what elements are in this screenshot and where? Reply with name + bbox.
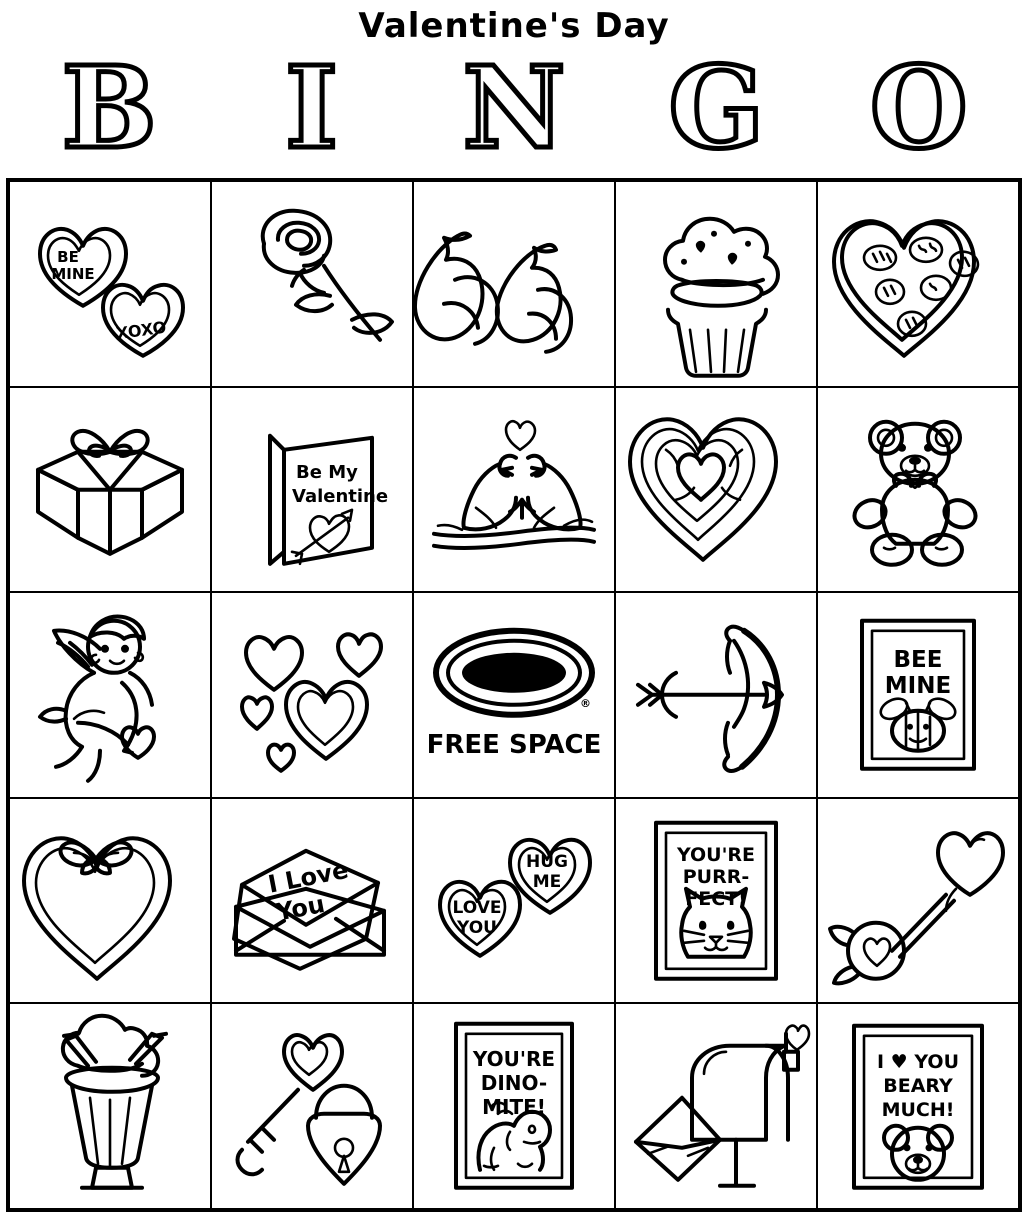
bingo-cell-doily-heart[interactable] <box>615 387 817 593</box>
page-title: Valentine's Day <box>358 6 670 46</box>
candy-heart-text-3: LOVE <box>452 897 502 918</box>
bingo-cell-hearts-cluster[interactable] <box>211 592 413 798</box>
strawberries-icon <box>414 182 614 386</box>
greeting-card-icon <box>212 388 412 592</box>
bingo-cell-love-birds[interactable] <box>413 387 615 593</box>
bingo-cell-key-and-lock[interactable] <box>211 1003 413 1209</box>
bingo-cell-love-letter[interactable] <box>211 798 413 1004</box>
hearts-icon <box>212 593 412 797</box>
teddy-bear-icon <box>818 388 1018 592</box>
doily-heart-icon <box>616 388 816 592</box>
stamp-text-line2: DINO- <box>480 1071 548 1096</box>
bingo-cell-teddy-bear[interactable] <box>817 387 1019 593</box>
bingo-cell-purrfect-stamp[interactable] <box>615 798 817 1004</box>
bingo-grid <box>6 178 1022 1212</box>
candy-heart-text-2: ME <box>532 871 562 892</box>
bingo-cell-candy-hearts-be-mine[interactable] <box>9 181 211 387</box>
free-space-label: FREE SPACE <box>426 729 602 760</box>
bingo-cell-beary-much-stamp[interactable] <box>817 1003 1019 1209</box>
stamp-text-line1: YOU'RE <box>676 843 756 866</box>
bingo-cell-chocolate-strawberries[interactable] <box>413 181 615 387</box>
dinosaur-stamp-icon <box>414 1004 614 1208</box>
bingo-letter-b: B <box>61 43 157 174</box>
bow-arrow-icon <box>616 593 816 797</box>
cupcake-icon <box>616 182 816 386</box>
milkshake-icon <box>10 1004 210 1208</box>
envelope-letter-icon <box>212 799 412 1003</box>
cupid-icon <box>10 593 210 797</box>
heart-box-bow-icon <box>10 799 210 1003</box>
bingo-cell-cupid[interactable] <box>9 592 211 798</box>
bingo-cell-dino-mite-stamp[interactable] <box>413 1003 615 1209</box>
letter-text-line1: I Love <box>265 855 351 899</box>
crayola-logo-icon <box>414 593 614 797</box>
chocolate-box-icon <box>818 182 1018 386</box>
stamp-text-line2: PURR- <box>682 865 750 888</box>
bingo-cell-gift-box[interactable] <box>9 387 211 593</box>
bingo-cell-free-space[interactable] <box>413 592 615 798</box>
candy-heart-text-1: BE <box>57 247 79 266</box>
stamp-text-line3: MITE! <box>482 1095 546 1120</box>
bingo-letter-g: G <box>668 43 765 174</box>
lollipop-icon <box>818 799 1018 1003</box>
bingo-cell-valentine-card[interactable] <box>211 387 413 593</box>
bingo-cell-bow-and-arrow[interactable] <box>615 592 817 798</box>
bingo-letter-n: N <box>462 43 566 174</box>
stamp-text-line1: YOU'RE <box>472 1047 556 1072</box>
candy-heart-text-3: XOXO <box>115 317 168 344</box>
bingo-cell-mailbox[interactable] <box>615 1003 817 1209</box>
bingo-cell-heart-lollipop[interactable] <box>817 798 1019 1004</box>
candy-heart-text-2: MINE <box>51 264 95 283</box>
stamp-text-line1: BEE <box>893 646 943 673</box>
bear-stamp-icon <box>818 1004 1018 1208</box>
stamp-text-line3: FECT! <box>685 887 747 910</box>
bingo-cell-cupcake[interactable] <box>615 181 817 387</box>
candy-hearts-icon <box>414 799 614 1003</box>
love-birds-icon <box>414 388 614 592</box>
bingo-header <box>0 43 1028 174</box>
cat-stamp-icon <box>616 799 816 1003</box>
bingo-cell-heart-box-with-bow[interactable] <box>9 798 211 1004</box>
key-lock-icon <box>212 1004 412 1208</box>
letter-text-line2: You <box>273 889 327 927</box>
candy-hearts-icon <box>10 182 210 386</box>
registered-mark: ® <box>580 696 591 710</box>
crayola-wordmark: Crayola <box>465 660 563 687</box>
bingo-letter-o: O <box>870 43 968 174</box>
candy-heart-text-1: HUG <box>526 851 568 872</box>
bingo-letter-i: I <box>285 43 338 174</box>
mailbox-icon <box>616 1004 816 1208</box>
gift-box-icon <box>10 388 210 592</box>
stamp-text-line2: BEARY <box>883 1075 953 1098</box>
stamp-text-line3: MUCH! <box>881 1099 955 1122</box>
bingo-cell-candy-hearts-hug-me[interactable] <box>413 798 615 1004</box>
stamp-text-line1: I ♥ YOU <box>877 1051 959 1074</box>
bingo-cell-rose[interactable] <box>211 181 413 387</box>
bingo-cell-milkshake[interactable] <box>9 1003 211 1209</box>
bingo-cell-bee-mine-stamp[interactable] <box>817 592 1019 798</box>
card-text-line2: Valentine <box>292 485 389 507</box>
card-text-line1: Be My <box>296 461 358 483</box>
rose-icon <box>212 182 412 386</box>
bingo-cell-heart-chocolate-box[interactable] <box>817 181 1019 387</box>
bee-stamp-icon <box>818 593 1018 797</box>
candy-heart-text-4: YOU <box>457 917 497 938</box>
stamp-text-line2: MINE <box>884 672 952 699</box>
